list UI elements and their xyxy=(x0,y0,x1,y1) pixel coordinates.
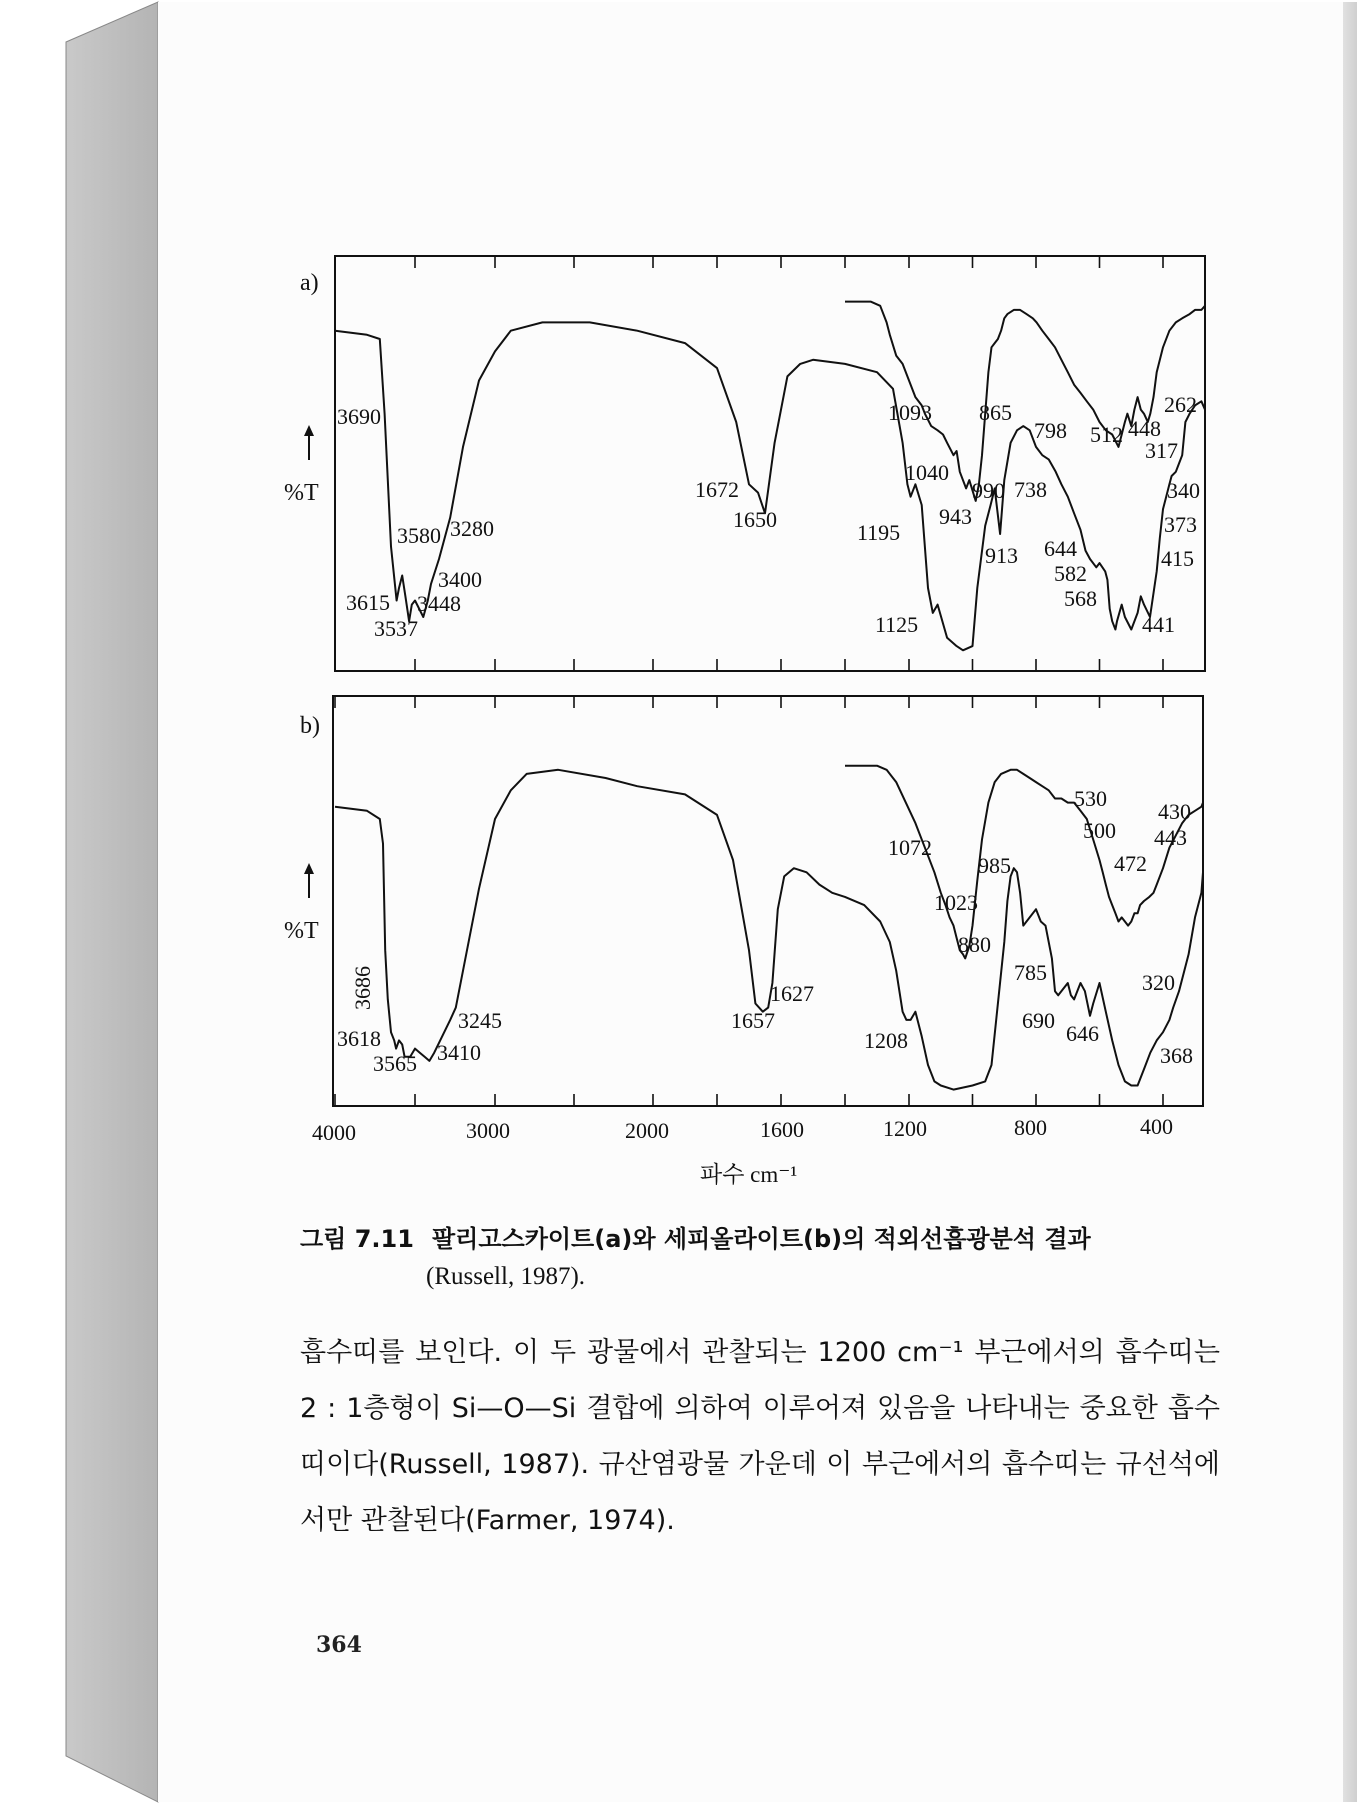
peak-label: 500 xyxy=(1083,818,1116,843)
tick-label: 1200 xyxy=(883,1116,927,1141)
peak-label: 368 xyxy=(1160,1043,1193,1068)
tick-label: 1600 xyxy=(760,1117,804,1142)
peak-label: 1125 xyxy=(875,612,919,637)
peak-label: 690 xyxy=(1022,1008,1055,1033)
page-number: 364 xyxy=(316,1632,362,1658)
peak-label: 472 xyxy=(1114,851,1147,876)
panel-a-y-axis xyxy=(284,425,319,506)
peak-label: 1195 xyxy=(857,520,901,545)
figure-caption xyxy=(300,1220,1230,1296)
peak-label: 448 xyxy=(1128,416,1161,441)
figure-number: 그림 7.11 xyxy=(300,1225,414,1253)
peak-label: 990 xyxy=(972,478,1005,503)
panel-b-peak-labels xyxy=(337,786,1193,1076)
peak-label: 1072 xyxy=(888,835,932,860)
peak-label: 1093 xyxy=(888,400,932,425)
peak-label: 1657 xyxy=(731,1008,775,1033)
peak-label: 3565 xyxy=(373,1051,417,1076)
panel-b-label: b) xyxy=(300,713,320,739)
peak-label: 1208 xyxy=(864,1028,908,1053)
panel-b-y-axis xyxy=(284,863,319,944)
body-paragraph: 흡수띠를 보인다. 이 두 광물에서 관찰되는 1200 cm⁻¹ 부근에서의 흡수띠는 2 : 1층형이 Si—O—Si 결합에 의하여 이루어져 있음을 나타내는 중요한 흡수띠이다(Russell, 1987). 규산염광물 가운데 이 부근에서의 흡수띠는 규선석에서만 관찰된다(Farmer, 1974). xyxy=(300,1337,1220,1536)
caption-text: 팔리고스카이트(a)와 세피올라이트(b)의 적외선흡광분석 결과 xyxy=(431,1225,1091,1253)
peak-label: 738 xyxy=(1014,477,1047,502)
peak-label: 415 xyxy=(1161,546,1194,571)
peak-label: 1023 xyxy=(934,890,978,915)
peak-label: 3410 xyxy=(437,1040,481,1065)
peak-label: 1040 xyxy=(905,460,949,485)
peak-label: 798 xyxy=(1034,418,1067,443)
x-axis-label: 파수 cm⁻¹ xyxy=(700,1162,798,1187)
tick-label: 400 xyxy=(1140,1114,1173,1139)
peak-label: 1672 xyxy=(695,477,739,502)
peak-label: 3690 xyxy=(337,404,381,429)
peak-label: 943 xyxy=(939,504,972,529)
tick-label: 2000 xyxy=(625,1118,669,1143)
peak-label: 865 xyxy=(979,400,1012,425)
peak-label: 317 xyxy=(1145,438,1178,463)
peak-label: 512 xyxy=(1090,422,1123,447)
peak-label: 3280 xyxy=(450,516,494,541)
arrow-head-icon xyxy=(304,863,314,874)
panel-a-label: a) xyxy=(300,270,319,296)
panel-a-ylabel: %T xyxy=(284,480,319,506)
peak-label: 3618 xyxy=(337,1026,381,1051)
peak-label: 3615 xyxy=(346,590,390,615)
peak-label: 441 xyxy=(1142,612,1175,637)
peak-label: 3537 xyxy=(374,616,418,641)
peak-label: 985 xyxy=(978,853,1011,878)
panel-b-ylabel: %T xyxy=(284,918,319,944)
tick-label: 4000 xyxy=(312,1120,356,1145)
peak-label: 880 xyxy=(958,932,991,957)
peak-label: 340 xyxy=(1167,478,1200,503)
tick-label: 3000 xyxy=(466,1118,510,1143)
tick-label: 800 xyxy=(1014,1115,1047,1140)
peak-label: 646 xyxy=(1066,1021,1099,1046)
arrow-head-icon xyxy=(304,425,314,436)
peak-label: 262 xyxy=(1164,392,1197,417)
peak-label: 3400 xyxy=(438,567,482,592)
peak-label: 568 xyxy=(1064,586,1097,611)
peak-label: 644 xyxy=(1044,536,1077,561)
peak-label: 582 xyxy=(1054,561,1087,586)
peak-label: 3245 xyxy=(458,1008,502,1033)
peak-label: 1627 xyxy=(770,981,814,1006)
peak-label: 443 xyxy=(1154,825,1187,850)
peak-label: 785 xyxy=(1014,960,1047,985)
peak-label: 3686 xyxy=(350,966,375,1010)
spectrum-line-b-2 xyxy=(845,766,1203,959)
peak-label: 320 xyxy=(1142,970,1175,995)
caption-citation: (Russell, 1987). xyxy=(426,1263,586,1290)
x-tick-labels xyxy=(312,1114,1173,1145)
peak-label: 430 xyxy=(1158,799,1191,824)
peak-label: 3580 xyxy=(397,523,441,548)
peak-label: 3448 xyxy=(417,591,461,616)
peak-label: 1650 xyxy=(733,507,777,532)
peak-label: 373 xyxy=(1164,512,1197,537)
peak-label: 913 xyxy=(985,543,1018,568)
peak-label: 530 xyxy=(1074,786,1107,811)
